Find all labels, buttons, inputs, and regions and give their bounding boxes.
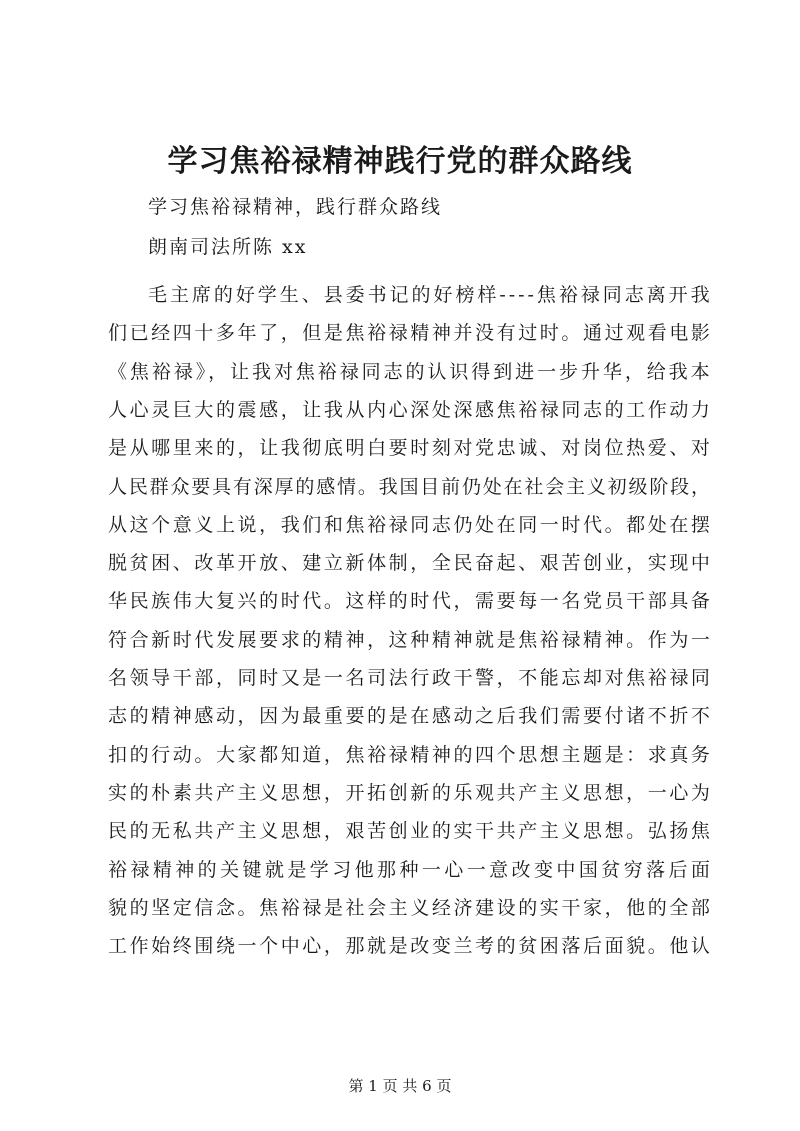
body-line: 从这个意义上说，我们和焦裕禄同志仍处在同一时代。都处在摆 bbox=[108, 513, 713, 536]
body-line: 《焦裕禄》，让我对焦裕禄同志的认识得到进一步升华，给我本 bbox=[108, 360, 713, 383]
body-line: 华民族伟大复兴的时代。这样的时代，需要每一名党员干部具备 bbox=[108, 590, 713, 613]
body-line: 脱贫困、改革开放、建立新体制，全民奋起、艰苦创业，实现中 bbox=[108, 552, 713, 575]
document-title: 学习焦裕禄精神践行党的群众路线 bbox=[167, 144, 633, 179]
body-line: 实的朴素共产主义思想，开拓创新的乐观共产主义思想，一心为 bbox=[108, 781, 713, 804]
document-subtitle: 学习焦裕禄精神，践行群众路线 bbox=[148, 196, 443, 218]
body-line: 们已经四十多年了，但是焦裕禄精神并没有过时。通过观看电影 bbox=[108, 322, 713, 345]
body-line: 貌的坚定信念。焦裕禄是社会主义经济建设的实干家，他的全部 bbox=[108, 896, 713, 919]
body-line: 人心灵巨大的震感，让我从内心深处深感焦裕禄同志的工作动力 bbox=[108, 398, 713, 421]
body-line: 名领导干部，同时又是一名司法行政干警，不能忘却对焦裕禄同 bbox=[108, 667, 713, 689]
page-footer: 第 1 页 共 6 页 bbox=[348, 1077, 452, 1095]
body-line: 扣的行动。大家都知道，焦裕禄精神的四个思想主题是：求真务 bbox=[108, 743, 713, 766]
body-line: 志的精神感动，因为最重要的是在感动之后我们需要付诸不折不 bbox=[108, 705, 713, 728]
body-line: 是从哪里来的，让我彻底明白要时刻对党忠诚、对岗位热爱、对 bbox=[108, 437, 713, 460]
body-line: 毛主席的好学生、县委书记的好榜样----焦裕禄同志离开我 bbox=[148, 284, 713, 306]
document-author: 朗南司法所陈 xx bbox=[148, 236, 308, 258]
body-line: 人民群众要具有深厚的感情。我国目前仍处在社会主义初级阶段， bbox=[108, 475, 712, 498]
body-line: 民的无私共产主义思想，艰苦创业的实干共产主义思想。弘扬焦 bbox=[108, 820, 713, 843]
body-line: 裕禄精神的关键就是学习他那种一心一意改变中国贫穷落后面 bbox=[108, 858, 714, 881]
body-line: 符合新时代发展要求的精神，这种精神就是焦裕禄精神。作为一 bbox=[108, 628, 713, 651]
body-line: 工作始终围绕一个中心，那就是改变兰考的贫困落后面貌。他认 bbox=[108, 935, 713, 958]
